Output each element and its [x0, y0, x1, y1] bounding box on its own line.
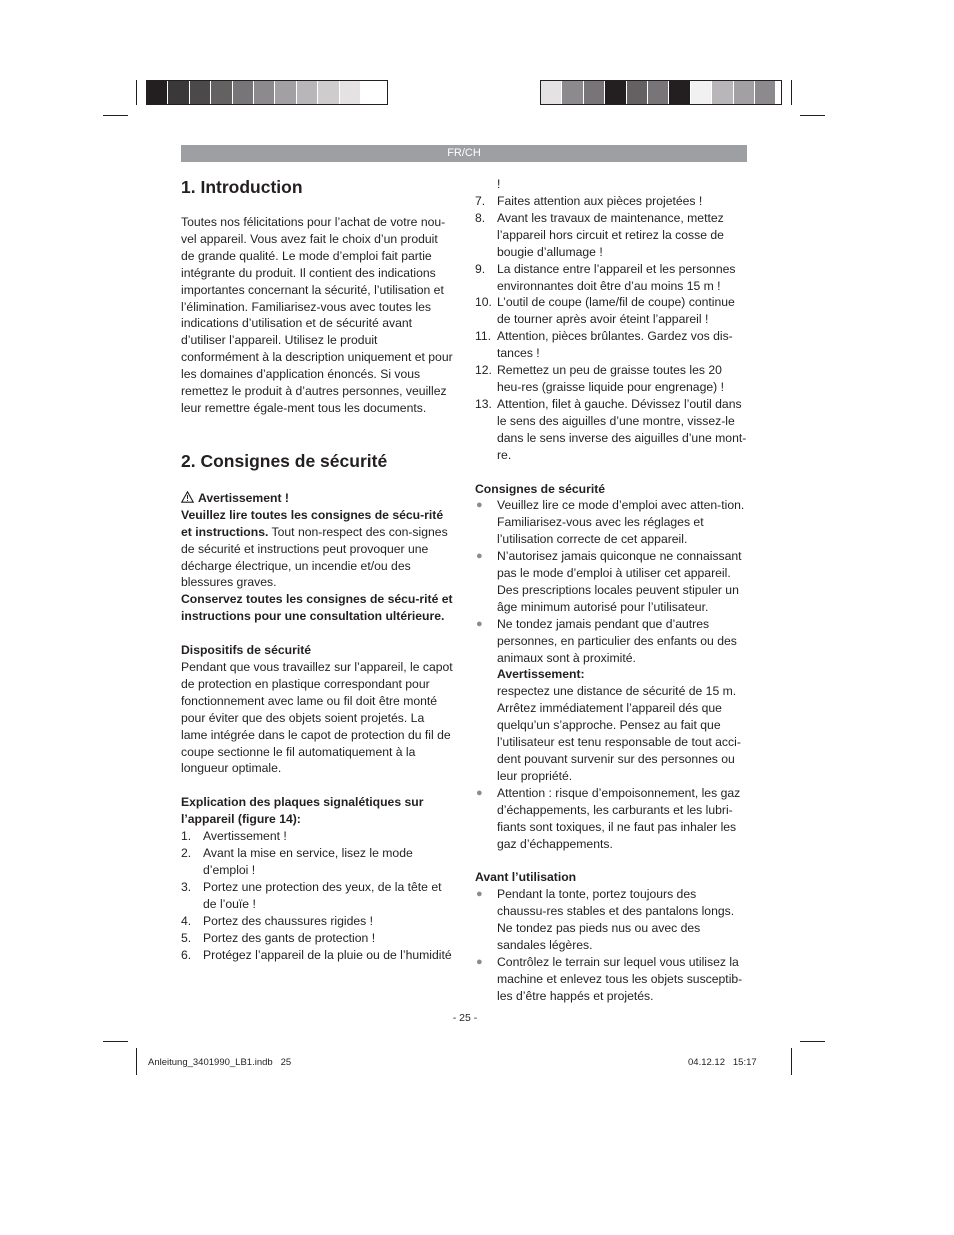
- list-item: ● Ne tondez jamais pendant que d’autres personnes, en particulier des enfants ou des animaux sont à proximité.: [476, 616, 737, 665]
- list-item: ● N’autorisez jamais quiconque ne connaissant pas le mode d’emploi à utiliser cet appareil. Des prescriptions locales peuvent stipuler un âge minimum autorisé pour l’utilisateur.: [476, 549, 742, 614]
- color-swatch: [562, 81, 583, 104]
- color-swatch: [712, 81, 733, 104]
- list-item: 8. Avant les travaux de maintenance, mettez l’appareil hors circuit et retirez la cosse de bougie d’allumage !: [475, 210, 724, 259]
- read-instructions: [181, 507, 453, 592]
- list-item: !: [497, 176, 501, 191]
- bullet-icon: ●: [476, 955, 483, 968]
- color-swatch: [254, 81, 275, 104]
- crop-mark: [791, 1048, 792, 1075]
- page-number: - 25 -: [452, 1012, 478, 1024]
- consignes-warning-text: respectez une distance de sécurité de 15 m. Arrêtez immédiatement l’appareil dés que quelqu’un s’approche. Pensez au fait que l’utilisateur est tenu responsable de tout acci-dent pouvant survenir sur des personnes ou leur propriété.: [497, 684, 741, 783]
- color-swatch: [190, 81, 211, 104]
- color-swatch: [147, 81, 168, 104]
- list-item: ● Contrôlez le terrain sur lequel vous utilisez la machine et enlevez tous les objets susceptib-les d’être happés et projetés.: [476, 954, 743, 1003]
- bullet-icon: ●: [476, 786, 483, 799]
- intro-paragraph: Toutes nos félicitations pour l’achat de votre nou-vel appareil. Vous avez fait le choix d’un produit de grande qualité. Le mode d’emploi fait partie intégrante du produit. Il contient des indications importantes concernant la sécurité, l’utilisation et l’élimination. Familiarisez-vous avec toutes les indications d’utilisation et de sécurité avant d’utiliser l’appareil. Utilisez le produit conformément à la description uniquement et pour les domaines d’application énoncés. Si vous remettez le produit à d’autres personnes, veuillez leur remettre égale-ment tous les documents.: [181, 215, 453, 415]
- color-swatch: [168, 81, 189, 104]
- list-item: ● Veuillez lire ce mode d’emploi avec atten-tion. Familiarisez-vous avec les réglages et l’utilisation correcte de cet appareil.: [476, 498, 745, 547]
- list-item: 11. Attention, pièces brûlantes. Gardez vos dis-tances !: [475, 329, 733, 361]
- read-instructions-bold: Veuillez lire toutes les consignes de sécu-rité et instructions.: [181, 507, 444, 539]
- warning-label: Avertissement !: [198, 490, 289, 505]
- plates-list-left: [181, 828, 453, 963]
- crop-mark: [791, 80, 792, 105]
- before-use-list: [475, 886, 747, 1004]
- list-item: 1. Avertissement !: [181, 829, 287, 844]
- crop-mark: [800, 1041, 825, 1042]
- color-swatch: [211, 81, 232, 104]
- keep-instructions: Conservez toutes les consignes de sécu-rité et instructions pour une consultation ultérieure.: [181, 592, 453, 624]
- crop-mark: [103, 115, 128, 116]
- color-swatch: [669, 81, 690, 104]
- list-item: 4. Portez des chaussures rigides !: [181, 913, 374, 928]
- list-item: 7. Faites attention aux pièces projetées !: [475, 194, 703, 208]
- list-item: 2. Avant la mise en service, lisez le mode d’emploi !: [181, 846, 413, 877]
- bullet-icon: ●: [476, 888, 483, 901]
- warning-triangle-icon: [181, 491, 194, 503]
- bullet-icon: ●: [476, 550, 483, 563]
- list-item: ● Attention : risque d’empoisonnement, les gaz d’échappements, les carburants et les lubri-fiants sont toxiques, il ne faut pas inhaler les gaz d’échappements.: [476, 785, 741, 851]
- color-swatch: [361, 81, 382, 104]
- read-instructions-rest: Tout non-respect des con-signes de sécurité et instructions peut provoquer une décharge électrique, un incendie et/ou des blessures graves.: [181, 524, 448, 590]
- plates-title: Explication des plaques signalétiques sur l’appareil (figure 14):: [181, 795, 424, 827]
- crop-mark: [136, 80, 137, 105]
- footer-timestamp: 04.12.12 15:17: [688, 1057, 757, 1068]
- list-item: ● Pendant la tonte, portez toujours des chaussu-res stables et des pantalons longs. Ne tondez pas pieds nus ou avec des sandales légères.: [476, 887, 735, 953]
- plates-list-right: [475, 176, 747, 464]
- language-header: FR/CH: [181, 145, 747, 162]
- section-title-introduction: 1. Introduction: [181, 177, 303, 197]
- color-bar-right: [540, 80, 782, 105]
- list-item: 3. Portez une protection des yeux, de la tête et de l’ouïe !: [181, 879, 442, 911]
- consignes-warning-label: Avertissement:: [497, 667, 585, 682]
- bullet-icon: ●: [476, 617, 483, 630]
- crop-mark: [103, 1041, 128, 1042]
- color-swatch: [734, 81, 755, 104]
- consignes-list-last: [475, 785, 747, 853]
- color-bar-left: [146, 80, 388, 105]
- bullet-icon: ●: [476, 499, 483, 512]
- color-swatch: [318, 81, 339, 104]
- crop-mark: [136, 1048, 137, 1075]
- devices-text: Pendant que vous travaillez sur l’appareil, le capot de protection en plastique correspondant pour fonctionnement avec lame ou fil doit être monté pour éviter que des objets soient projetés. La lame intégrée dans le capot de protection du fil de coupe sectionne le fil automatiquement à la longueur optimale.: [181, 660, 453, 776]
- section-title-safety: 2. Consignes de sécurité: [181, 450, 388, 471]
- color-swatch: [755, 81, 776, 104]
- consignes-list: [475, 497, 747, 666]
- warning-heading: [181, 490, 453, 507]
- footer-filename: Anleitung_3401990_LB1.indb 25: [148, 1057, 292, 1068]
- crop-mark: [800, 115, 825, 116]
- color-swatch: [691, 81, 712, 104]
- color-swatch: [275, 81, 296, 104]
- left-column: [181, 176, 453, 964]
- color-swatch: [340, 81, 361, 104]
- right-column: [475, 176, 747, 1005]
- list-item: 13. Attention, filet à gauche. Dévissez l’outil dans le sens des aiguilles d’une montre, vissez-le dans le sens inverse des aiguilles d’une mont-re.: [475, 396, 747, 462]
- consignes-title: Consignes de sécurité: [475, 481, 606, 496]
- list-item: 5. Portez des gants de protection !: [181, 930, 376, 945]
- list-item: 10. L’outil de coupe (lame/fil de coupe) continue de tourner après avoir éteint l’appareil !: [475, 295, 735, 327]
- before-use-title: Avant l’utilisation: [475, 870, 577, 885]
- color-swatch: [233, 81, 254, 104]
- list-item: 9. La distance entre l’appareil et les personnes environnantes doit être d’au moins 15 m !: [475, 261, 736, 293]
- list-item: 12. Remettez un peu de graisse toutes les 20 heu-res (graisse liquide pour engrenage) !: [475, 363, 724, 394]
- color-swatch: [584, 81, 605, 104]
- color-swatch: [541, 81, 562, 104]
- color-swatch: [297, 81, 318, 104]
- list-item: 6. Protégez l’appareil de la pluie ou de l’humidité: [181, 947, 452, 962]
- color-swatch: [627, 81, 648, 104]
- devices-title: Dispositifs de sécurité: [181, 643, 312, 658]
- color-swatch: [605, 81, 626, 104]
- color-swatch: [648, 81, 669, 104]
